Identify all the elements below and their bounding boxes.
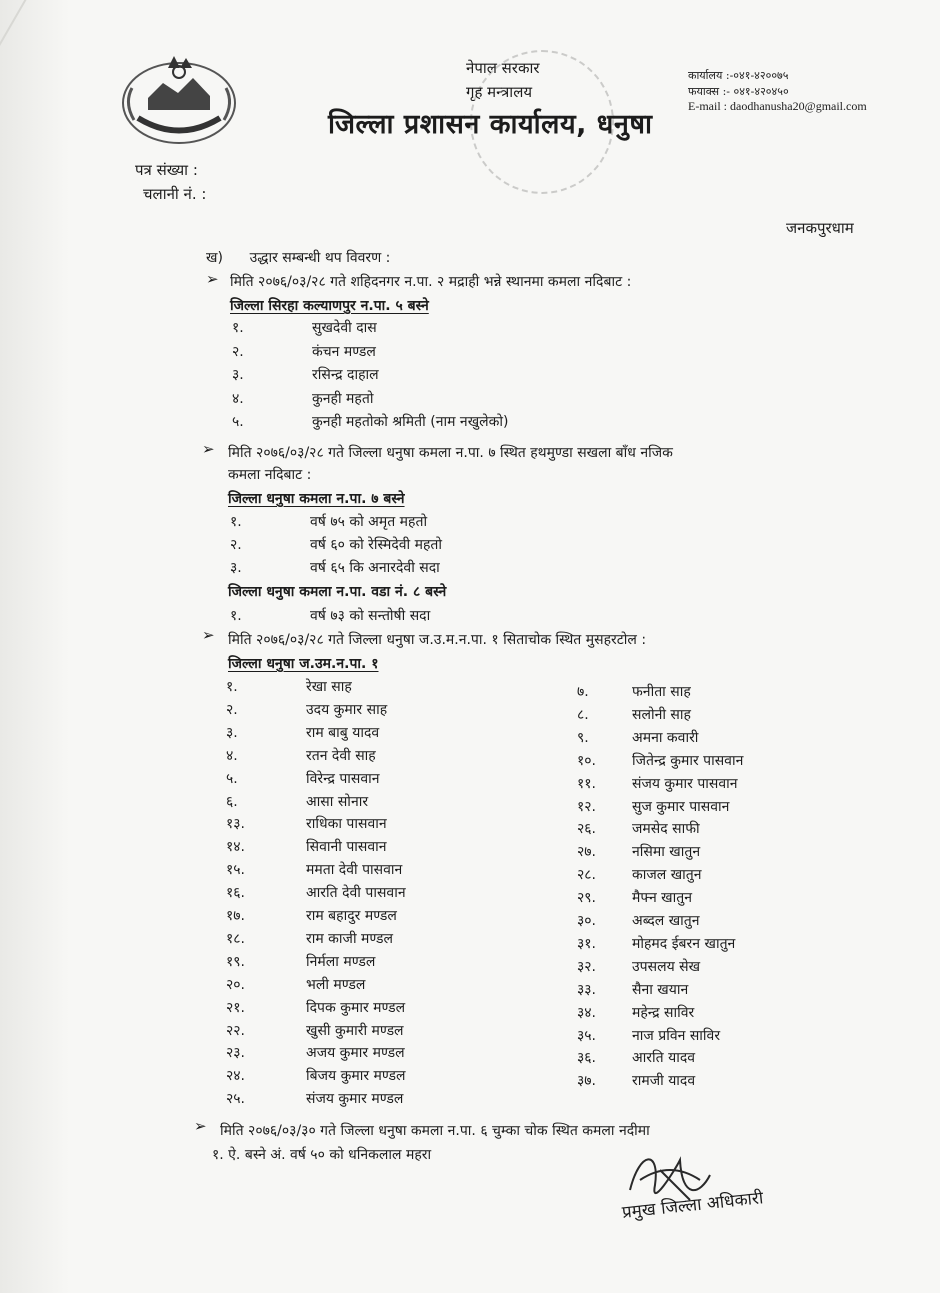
block4-date-line: मिति २०७६/०३/३० गते जिल्ला धनुषा कमला न.पा. ६ चुम्का चोक स्थित कमला नदीमा xyxy=(220,1123,650,1139)
block3-date-line: मिति २०७६/०३/२८ गते जिल्ला धनुषा ज.उ.म.न.पा. १ सिताचोक स्थित मुसहरटोल : xyxy=(228,632,647,648)
block1-list-item-number: ३. xyxy=(232,367,244,383)
block3-left-item-name: राम बाबु यादव xyxy=(306,724,380,741)
block3-right-item-number: ७. xyxy=(577,684,589,700)
block3-right-item-name: मैफ्न खातुन xyxy=(632,890,692,907)
office-phone: कार्यालय :-०४१-४२००७५ xyxy=(688,69,789,82)
office-fax: फयाक्स :- ०४१-४२०४५० xyxy=(688,85,789,98)
block3-right-item-name: रामजी यादव xyxy=(632,1073,696,1090)
block3-right-item-number: ३१. xyxy=(577,935,597,952)
bullet-arrow-icon: ➢ xyxy=(202,626,215,644)
block3-left-item-name: उदय कुमार साह xyxy=(306,701,388,718)
block3-left-item-name: ममता देवी पासवान xyxy=(306,862,403,879)
block3-left-item-number: १७. xyxy=(226,908,246,924)
header-government: नेपाल सरकार xyxy=(466,59,540,77)
block1-list-item-name: सुखदेवी दास xyxy=(312,320,377,336)
block3-left-item-number: १९. xyxy=(226,953,246,970)
block3-right-item-number: २९. xyxy=(577,890,597,907)
block3-left-item-name: सिवानी पासवान xyxy=(306,839,387,856)
block1-list-item-number: ५. xyxy=(232,414,244,430)
block1-date-line: मिति २०७६/०३/२८ गते शहिदनगर न.पा. २ मद्राही भन्ने स्थानमा कमला नदिबाट : xyxy=(230,274,632,290)
block3-left-item-number: ४. xyxy=(226,747,238,764)
block3-right-item-number: २७. xyxy=(577,844,597,861)
block3-left-item-number: १३. xyxy=(226,816,246,833)
letter-number-label: पत्र संख्या : xyxy=(135,161,198,179)
block3-right-item-number: ३०. xyxy=(577,913,597,929)
block3-left-item-name: रतन देवी साह xyxy=(306,747,376,764)
block4-item: १. ऐ. बस्ने अं. वर्ष ५० को धनिकलाल महरा xyxy=(212,1147,432,1163)
block3-left-item-name: रेखा साह xyxy=(306,679,352,695)
block3-right-item-name: सैना खयान xyxy=(632,981,689,998)
block3-right-item-number: ३३. xyxy=(577,981,597,998)
block3-right-item-number: ३५. xyxy=(577,1027,597,1044)
block3-left-item-number: ५. xyxy=(226,770,238,787)
block3-right-item-name: जमसेद साफी xyxy=(632,821,700,838)
signature-title: प्रमुख जिल्ला अधिकारी xyxy=(621,1188,765,1223)
block1-list-item-number: १. xyxy=(232,320,244,336)
block3-right-item-name: आरति यादव xyxy=(632,1050,696,1067)
block3-left-item-number: २१. xyxy=(226,999,246,1016)
office-email: E-mail : daodhanusha20@gmail.com xyxy=(688,99,867,113)
block3-right-item-number: ३२. xyxy=(577,958,597,975)
block1-list-item-name: कुनही महतोको श्रमिती (नाम नखुलेको) xyxy=(312,414,509,430)
block2-list-item-number: १. xyxy=(230,514,242,530)
block3-right-item-name: जितेन्द्र कुमार पासवान xyxy=(632,752,744,769)
block3-right-item-number: १०. xyxy=(577,752,597,769)
block3-right-item-name: महेन्द्र साविर xyxy=(632,1004,695,1021)
block3-right-item-number: २८. xyxy=(577,867,597,884)
block3-left-item-number: २४. xyxy=(226,1068,246,1085)
place-name: जनकपुरधाम xyxy=(786,219,854,237)
block2-subhead1: जिल्ला धनुषा कमला न.पा. ७ बस्ने xyxy=(228,491,405,507)
bullet-arrow-icon: ➢ xyxy=(206,270,219,288)
block3-left-item-name: विरेन्द्र पासवान xyxy=(306,770,380,787)
block2b-list-item-number: १. xyxy=(230,608,242,624)
block3-right-item-name: उपसलय सेख xyxy=(632,958,701,975)
block3-left-item-number: १८. xyxy=(226,930,246,947)
block3-right-item-name: नाज प्रविन साविर xyxy=(632,1027,721,1044)
block3-right-item-name: मोहमद ईबरन खातुन xyxy=(632,935,736,952)
block3-left-item-number: २५. xyxy=(226,1091,246,1108)
block3-right-item-number: ३७. xyxy=(577,1073,597,1090)
block2-list-item-name: वर्ष ६० को रेस्मिदेवी महतो xyxy=(310,537,443,553)
block3-right-item-number: ११. xyxy=(577,775,597,792)
block3-left-item-name: संजय कुमार मण्डल xyxy=(306,1091,404,1108)
block3-left-item-number: १५. xyxy=(226,862,246,879)
block3-left-item-name: बिजय कुमार मण्डल xyxy=(306,1068,406,1085)
block2b-list-item-name: वर्ष ७३ को सन्तोषी सदा xyxy=(310,608,431,624)
block3-right-item-name: अमना कवारी xyxy=(632,729,699,746)
block1-list-item-name: रसिन्द्र दाहाल xyxy=(312,367,379,383)
block3-right-item-number: १२. xyxy=(577,798,597,815)
block3-left-item-name: भली मण्डल xyxy=(306,976,366,993)
nepal-government-emblem-icon xyxy=(118,48,240,146)
block3-right-item-number: ८. xyxy=(577,706,589,723)
block3-right-item-name: काजल खातुन xyxy=(632,867,702,884)
block3-right-item-name: अब्दल खातुन xyxy=(632,913,700,929)
block2-list-item-number: २. xyxy=(230,537,242,553)
block1-subhead: जिल्ला सिरहा कल्याणपुर न.पा. ५ बस्ने xyxy=(230,298,429,314)
block3-left-item-name: राम बहादुर मण्डल xyxy=(306,908,397,924)
block3-left-item-number: २२. xyxy=(226,1022,246,1039)
block2-list-item-name: वर्ष ६५ कि अनारदेवी सदा xyxy=(310,560,440,576)
block3-left-item-name: आरति देवी पासवान xyxy=(306,885,406,902)
block3-left-item-number: २०. xyxy=(226,976,246,993)
block3-left-item-number: २. xyxy=(226,701,238,718)
block2-subhead2: जिल्ला धनुषा कमला न.पा. वडा नं. ८ बस्ने xyxy=(228,584,447,600)
block2-list-item-number: ३. xyxy=(230,560,242,576)
block3-right-item-name: सुज कुमार पासवान xyxy=(632,798,730,815)
bullet-arrow-icon: ➢ xyxy=(202,440,215,458)
office-title: जिल्ला प्रशासन कार्यालय, धनुषा xyxy=(328,109,653,140)
block3-left-item-number: १. xyxy=(226,679,238,695)
block2-date-line-cont: कमला नदिबाट : xyxy=(228,467,312,483)
block3-left-item-number: १४. xyxy=(226,839,246,856)
block3-subhead: जिल्ला धनुषा ज.उम.न.पा. १ xyxy=(228,656,379,672)
block3-right-item-name: संजय कुमार पासवान xyxy=(632,775,738,792)
block3-right-item-name: नसिमा खातुन xyxy=(632,844,701,861)
block1-list-item-number: २. xyxy=(232,343,244,360)
block3-left-item-name: अजय कुमार मण्डल xyxy=(306,1045,405,1062)
block3-left-item-name: दिपक कुमार मण्डल xyxy=(306,999,406,1016)
block1-list-item-number: ४. xyxy=(232,390,244,407)
block3-left-item-name: राम काजी मण्डल xyxy=(306,930,394,947)
block3-right-item-number: २६. xyxy=(577,821,597,838)
block3-right-item-number: ९. xyxy=(577,729,589,746)
block3-right-item-name: फनीता साह xyxy=(632,684,691,700)
block3-left-item-number: २३. xyxy=(226,1045,246,1062)
header-ministry: गृह मन्त्रालय xyxy=(466,83,533,101)
block2-list-item-name: वर्ष ७५ को अमृत महतो xyxy=(310,514,428,530)
block3-left-item-number: ३. xyxy=(226,724,238,741)
block3-left-item-name: राधिका पासवान xyxy=(306,816,387,833)
block2-date-line: मिति २०७६/०३/२८ गते जिल्ला धनुषा कमला न.पा. ७ स्थित हथमुण्डा सखला बाँध नजिक xyxy=(228,445,673,461)
block3-right-item-number: ३६. xyxy=(577,1050,597,1067)
block3-right-item-name: सलोनी साह xyxy=(632,706,691,723)
block3-left-item-name: निर्मला मण्डल xyxy=(306,953,376,970)
block3-left-item-name: खुसी कुमारी मण्डल xyxy=(306,1022,404,1039)
dispatch-number-label: चलानी नं. : xyxy=(143,185,207,203)
block3-left-item-name: आसा सोनार xyxy=(306,793,369,810)
block3-left-item-number: १६. xyxy=(226,885,246,902)
section-title: ख) उद्धार सम्बन्धी थप विवरण : xyxy=(206,250,391,266)
block3-right-item-number: ३४. xyxy=(577,1004,597,1021)
bullet-arrow-icon: ➢ xyxy=(194,1117,207,1135)
block1-list-item-name: कंचन मण्डल xyxy=(312,343,376,360)
scanned-page-edge xyxy=(0,0,70,1293)
block3-left-item-number: ६. xyxy=(226,793,238,810)
block1-list-item-name: कुनही महतो xyxy=(312,390,374,407)
